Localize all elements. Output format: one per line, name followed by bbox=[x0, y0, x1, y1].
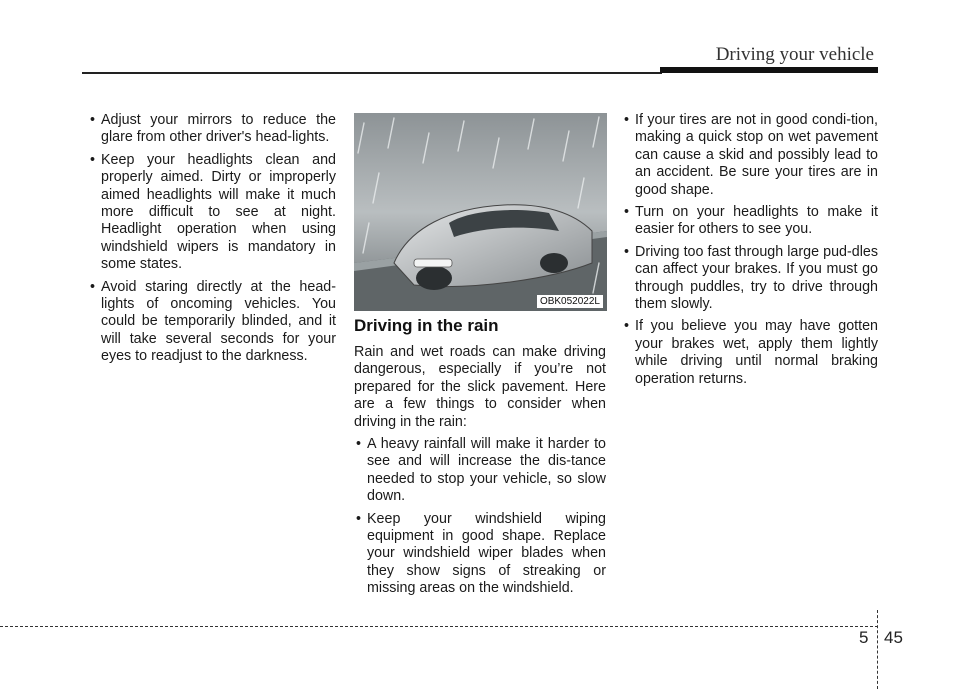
list-item: • Adjust your mirrors to reduce the glare from other driver's head-lights. bbox=[88, 112, 336, 147]
list-item: • A heavy rainfall will make it harder to see and will increase the dis-tance needed to stop your vehicle, so slow down. bbox=[354, 436, 606, 506]
footer-divider bbox=[877, 610, 878, 689]
footer-rule bbox=[0, 626, 878, 627]
list-item: • Driving too fast through large pud-dles can affect your brakes. If you must go through puddles, try to drive through them slowly. bbox=[622, 244, 878, 314]
right-column bbox=[622, 112, 878, 393]
figure-code-label: OBK052022L bbox=[537, 295, 603, 308]
chapter-number: 5 bbox=[859, 628, 869, 647]
header-rule-accent bbox=[660, 67, 878, 73]
running-header: Driving your vehicle bbox=[715, 44, 874, 65]
list-item: • If your tires are not in good condi-tion, making a quick stop on wet pavement can cause a skid and possibly lead to an accident. Be sure your tires are in good shape. bbox=[622, 112, 878, 199]
list-item: • Keep your headlights clean and properly aimed. Dirty or improperly aimed headlights will make it much more difficult to see at night. Headlight operation when using windshield wipers is mandatory in some states. bbox=[88, 152, 336, 274]
rain-car-illustration bbox=[354, 113, 607, 311]
car-in-rain-image bbox=[354, 113, 607, 311]
middle-column bbox=[354, 316, 606, 603]
list-item: • If you believe you may have gotten your brakes wet, apply them lightly while driving until normal braking operation returns. bbox=[622, 318, 878, 388]
list-item: • Keep your windshield wiping equipment in good shape. Replace your windshield wiper blades when they show signs of streaking or missing areas on the windshield. bbox=[354, 511, 606, 598]
list-item: • Turn on your headlights to make it easier for others to see you. bbox=[622, 204, 878, 239]
section-heading: Driving in the rain bbox=[354, 316, 499, 335]
left-column bbox=[88, 112, 336, 371]
list-item: • Avoid staring directly at the head-lights of oncoming vehicles. You could be temporarily blinded, and it will take several seconds for your eyes to readjust to the darkness. bbox=[88, 279, 336, 366]
intro-paragraph: Rain and wet roads can make driving dangerous, especially if you’re not prepared for the slick pavement. Here are a few things to consider when driving in the rain: bbox=[354, 344, 606, 430]
header-rule bbox=[82, 72, 662, 74]
page-number: 45 bbox=[884, 628, 903, 647]
